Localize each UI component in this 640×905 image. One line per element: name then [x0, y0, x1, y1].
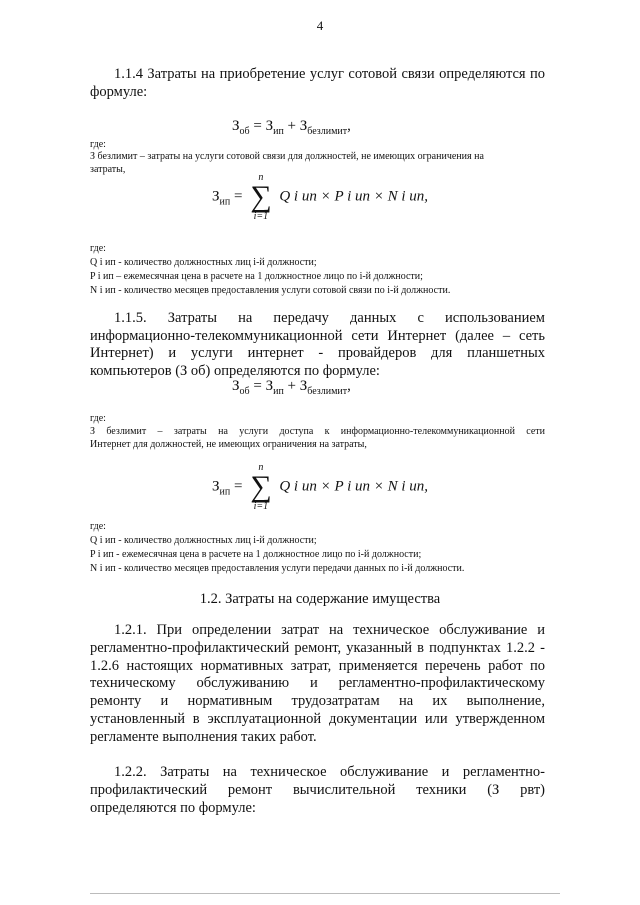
section-1-2-1-text: 1.2.1. При определении затрат на техническое обслуживание и регламентно-профилактический ремонт, указанный в подпунктах 1.2.2 - 1.2.6 настоящих нормативных затрат, применяется перечень работ по техническому обслуживанию и регламентно-профилактическому ремонту и нормативным трудозатратам на их выполнение, установленный в эксплуатационной документации или утвержденном регламенте выполнения таких работ. — [90, 622, 545, 745]
page-number: 4 — [316, 18, 324, 33]
definition-line: З безлимит – затраты на услуги сотовой связи для должностей, не имеющих ограничения на — [90, 151, 484, 162]
sum-lhs-sub: ип — [219, 196, 231, 208]
definition-line: Интернет для должностей, не имеющих ограничения на затраты, — [90, 439, 367, 450]
formula-t2-sub: безлимит — [307, 126, 348, 137]
section-1-2-2-text: 1.2.2. Затраты на техническое обслуживание и регламентно-профилактический ремонт вычислительной техники (З рвт) определяются по формуле: — [90, 764, 545, 816]
formula-lhs-sub: об — [239, 126, 250, 137]
sum-lhs: З — [212, 478, 220, 495]
section-1-1-5-text: 1.1.5. Затраты на передачу данных с использованием информационно-телекоммуникационной сети Интернет (далее – сеть Интернет) и услуги интернет - провайдеров для планшетных компьютеров (З об) определяются по формуле: — [90, 310, 545, 379]
definition-line: затраты, — [90, 164, 126, 175]
definition-line: З безлимит – затраты на услуги доступа к информационно-телекоммуникационной сети — [90, 426, 545, 437]
sum-lhs-sub: ип — [219, 486, 231, 498]
summation — [250, 462, 271, 512]
formula-t1-sub: ип — [273, 386, 284, 397]
variable-definition: Q i ип - количество должностных лиц i-й должности; — [90, 257, 317, 268]
formula-lhs: З — [232, 378, 240, 394]
sum-formula-1-1-5: $З_{ип}$ = n ∑ i=1 Q i ип × P i ип × N i ип, — [212, 462, 429, 512]
formula-eq: = З — [249, 118, 274, 134]
formula-end: , — [347, 378, 351, 394]
variable-definition: N i ип - количество месяцев предоставления услуги передачи данных по i-й должности. — [90, 563, 465, 574]
where-label: где: — [90, 243, 106, 254]
formula-t2-sub: безлимит — [307, 386, 348, 397]
where-label: где: — [90, 139, 106, 150]
sum-upper: n — [258, 172, 264, 183]
formula-t1-sub: ип — [273, 126, 284, 137]
sum-body: Q i ип × P i ип × N i ип, — [279, 478, 429, 495]
where-label: где: — [90, 413, 106, 424]
formula-1-1-4 — [232, 118, 351, 137]
variable-definition: P i ип - ежемесячная цена в расчете на 1 должностное лицо по i-й должности; — [90, 549, 422, 560]
sum-lhs: З — [212, 188, 220, 205]
formula-1-1-5 — [232, 378, 351, 397]
sum-upper: n — [258, 462, 264, 473]
formula-end: , — [347, 118, 351, 134]
sum-body: Q i ип × P i ип × N i ип, — [279, 188, 429, 205]
page-bottom-rule — [90, 893, 560, 894]
formula-plus: + З — [283, 378, 308, 394]
formula-eq: = З — [249, 378, 274, 394]
sum-lower: i=1 — [253, 501, 269, 512]
section-1-1-4-text: 1.1.4 Затраты на приобретение услуг сотовой связи определяются по формуле: — [90, 66, 545, 100]
where-label: где: — [90, 521, 106, 532]
formula-lhs-sub: об — [239, 386, 250, 397]
sum-formula-1-1-4: $З_{ип}$ = n ∑ i=1 Q i ип × P i ип × N i ип, — [212, 172, 429, 222]
formula-plus: + З — [283, 118, 308, 134]
summation — [250, 172, 271, 222]
sigma-symbol: ∑ — [250, 470, 272, 503]
sigma-symbol: ∑ — [250, 180, 272, 213]
variable-definition: N i ип - количество месяцев предоставления услуги сотовой связи по i-й должности. — [90, 285, 451, 296]
variable-definition: Q i ип - количество должностных лиц i-й должности; — [90, 535, 317, 546]
section-heading-1-2: 1.2. Затраты на содержание имущества — [199, 591, 441, 607]
formula-lhs: З — [232, 118, 240, 134]
variable-definition: P i ип – ежемесячная цена в расчете на 1 должностное лицо по i-й должности; — [90, 271, 423, 282]
sum-lower: i=1 — [253, 211, 269, 222]
